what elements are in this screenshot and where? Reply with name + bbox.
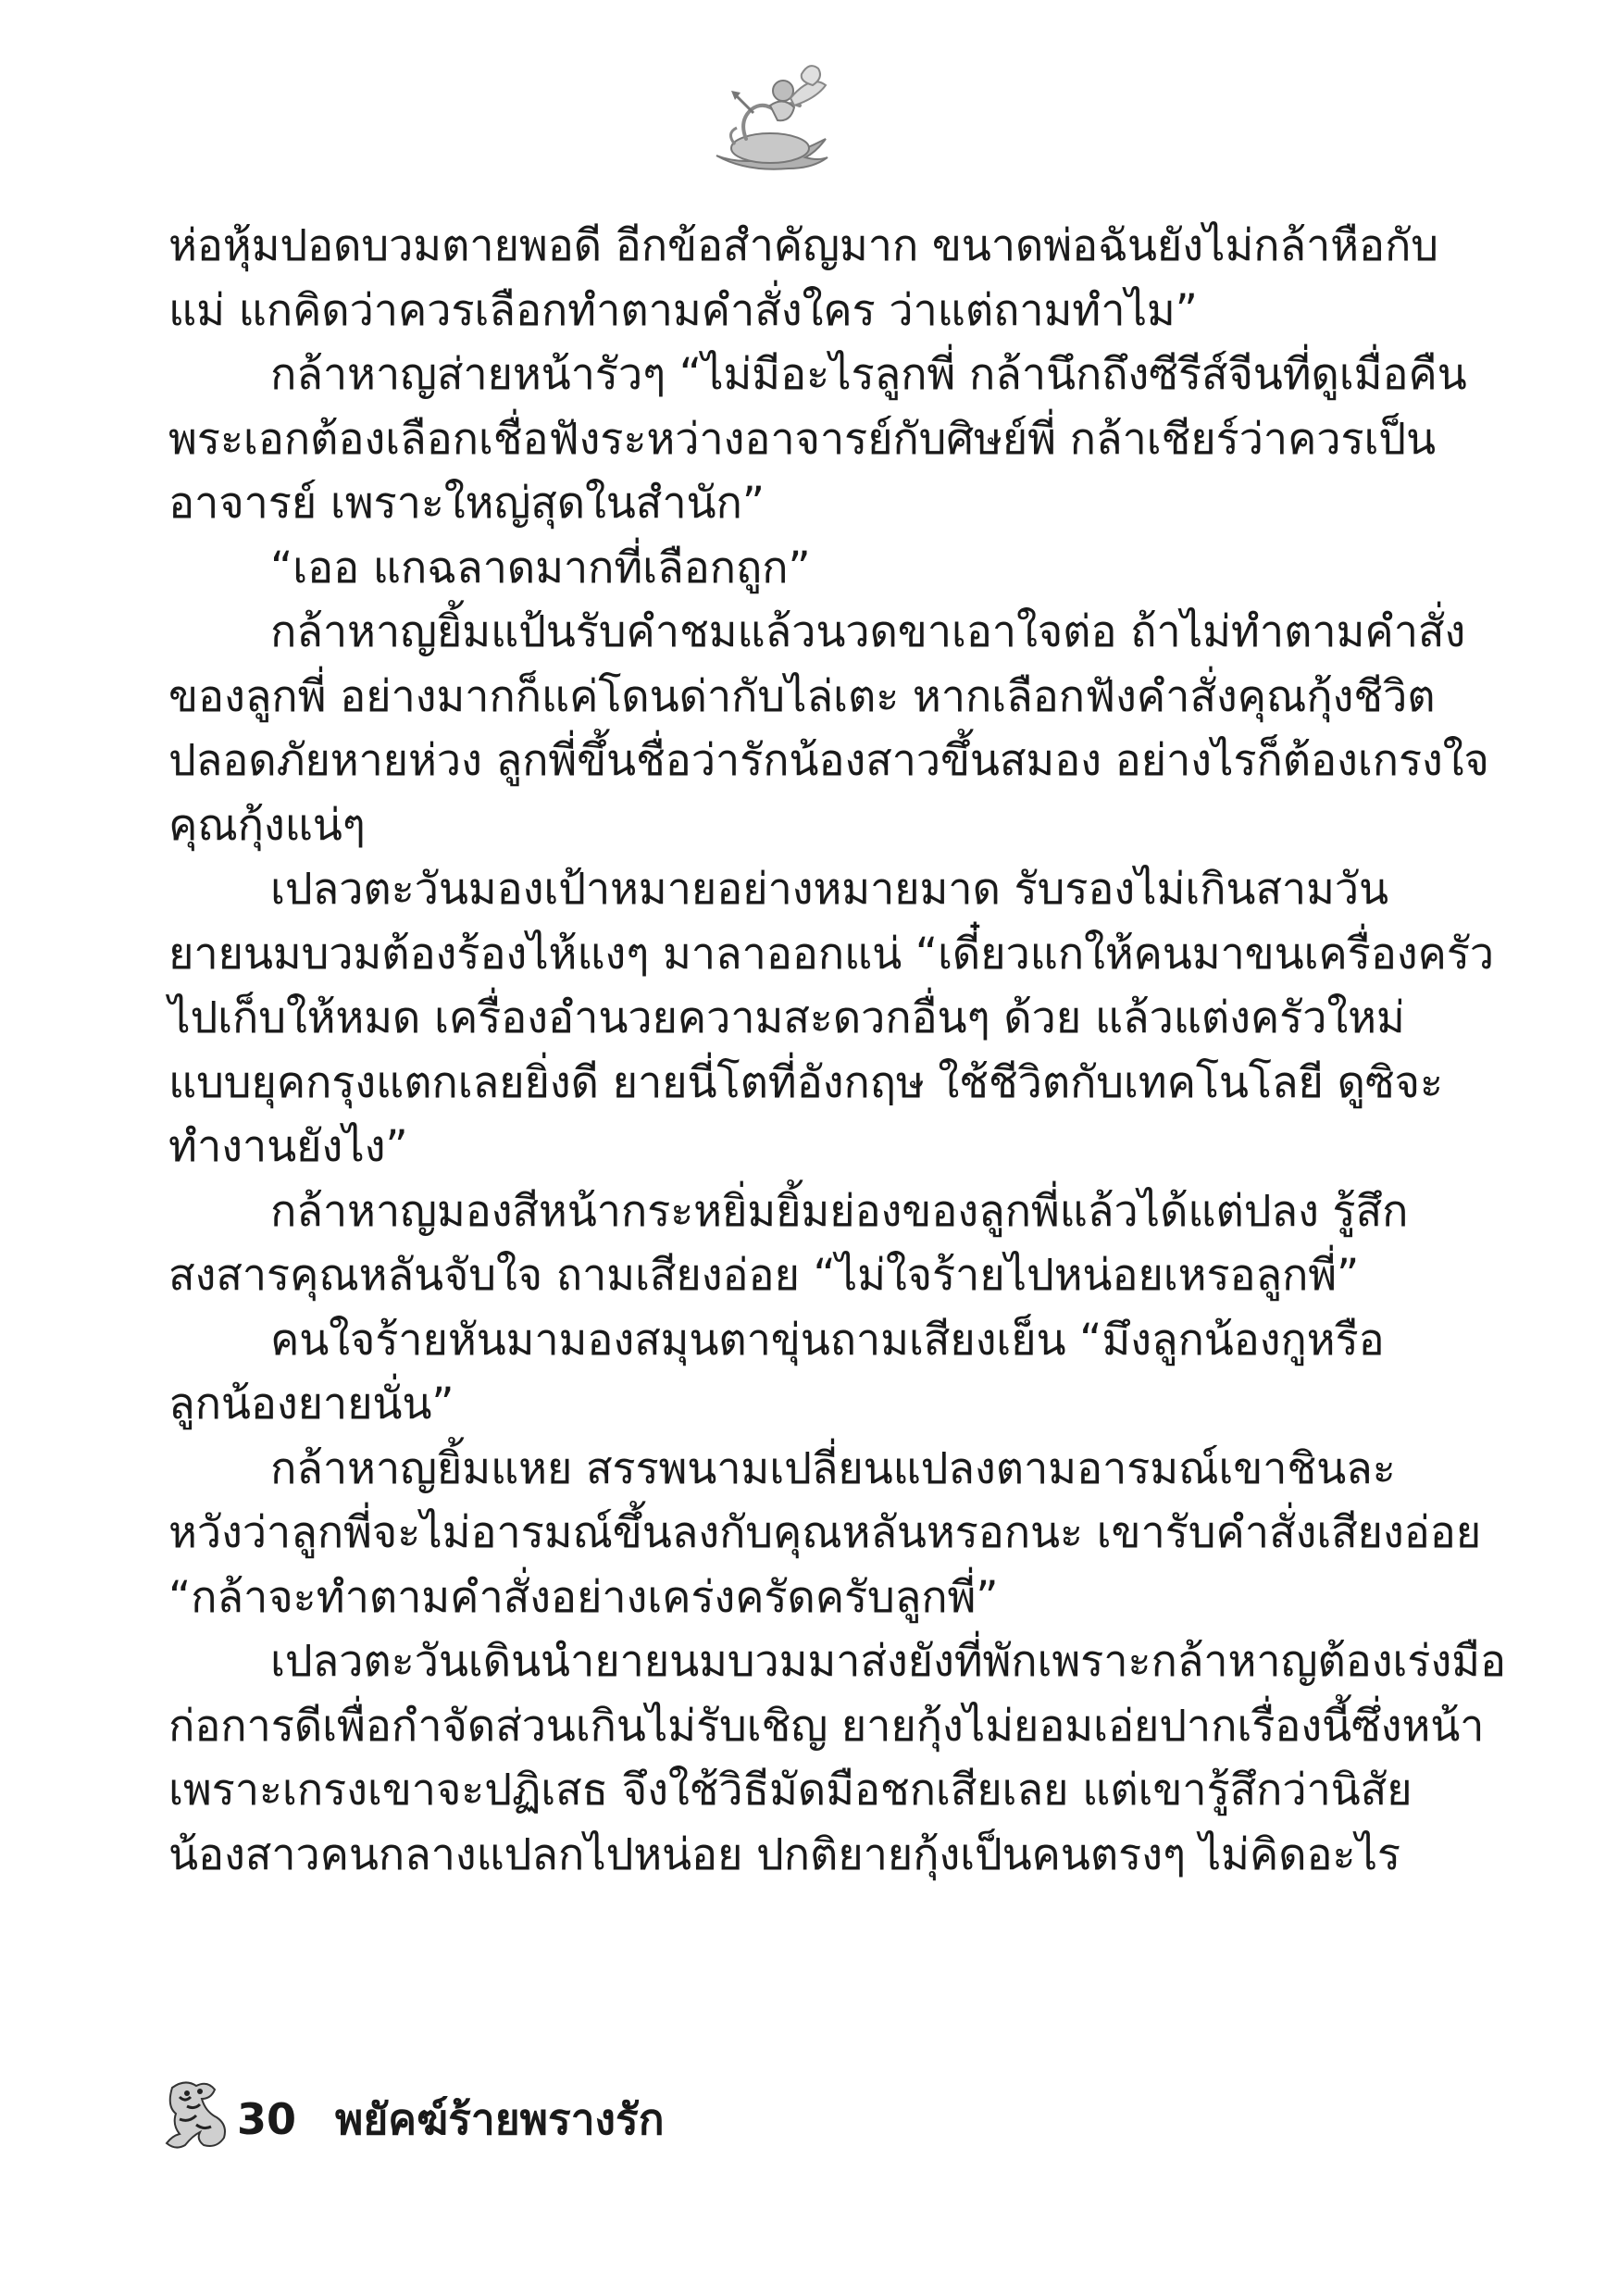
text-line: คุณกุ้งแน่ๆ bbox=[168, 799, 366, 851]
text-line: ของลูกพี่ อย่างมากก็แค่โดนด่ากับไล่เตะ หากเลือกฟังคำสั่งคุณกุ้งชีวิต bbox=[168, 670, 1436, 722]
text-line: สงสารคุณหลันจับใจ ถามเสียงอ่อย “ไม่ใจร้ายไปหน่อยเหรอลูกพี่” bbox=[168, 1250, 1360, 1301]
text-line: ปลอดภัยหายห่วง ลูกพี่ขึ้นชื่อว่ารักน้องสาวขึ้นสมอง อย่างไรก็ต้องเกรงใจ bbox=[168, 735, 1489, 786]
text-line: ก่อการดีเพื่อกำจัดส่วนเกินไม่รับเชิญ ยายกุ้งไม่ยอมเอ่ยปากเรื่องนี้ซึ่งหน้า bbox=[168, 1700, 1485, 1752]
text-line: เพราะเกรงเขาจะปฏิเสธ จึงใช้วิธีมัดมือชกเสียเลย แต่เขารู้สึกว่านิสัย bbox=[168, 1765, 1413, 1816]
text-line: น้องสาวคนกลางแปลกไปหน่อย ปกติยายกุ้งเป็นคนตรงๆ ไม่คิดอะไร bbox=[168, 1828, 1400, 1880]
text-line: เปลวตะวันมองเป้าหมายอย่างหมายมาด รับรองไม่เกินสามวัน bbox=[270, 864, 1388, 915]
page-footer bbox=[159, 2078, 715, 2162]
text-line: เปลวตะวันเดินนำยายนมบวมมาส่งยังที่พักเพราะกล้าหาญต้องเร่งมือ bbox=[270, 1636, 1506, 1687]
text-line: “เออ แกฉลาดมากที่เลือกถูก” bbox=[270, 542, 811, 593]
text-line: ยายนมบวมต้องร้องไห้แงๆ มาลาออกแน่ “เดี๋ยวแกให้คนมาขนเครื่องครัว bbox=[168, 928, 1494, 980]
text-line: ห่อหุ้มปอดบวมตายพอดี อีกข้อสำคัญมาก ขนาดพ่อฉันยังไม่กล้าหือกับ bbox=[168, 220, 1438, 271]
text-line: คนใจร้ายหันมามองสมุนตาขุ่นถามเสียงเย็น “มึงลูกน้องกูหรือ bbox=[270, 1314, 1385, 1366]
text-line: กล้าหาญมองสีหน้ากระหยิ่มยิ้มย่องของลูกพี่แล้วได้แต่ปลง รู้สึก bbox=[270, 1185, 1409, 1237]
text-line: พระเอกต้องเลือกเชื่อฟังระหว่างอาจารย์กับศิษย์พี่ กล้าเชียร์ว่าควรเป็น bbox=[168, 413, 1436, 465]
text-line: อาจารย์ เพราะใหญ่สุดในสำนัก” bbox=[168, 478, 765, 529]
book-title: พยัคฆ์ร้ายพรางรัก bbox=[335, 2094, 665, 2144]
text-line: แม่ แกคิดว่าควรเลือกทำตามคำสั่งใคร ว่าแต่ถามทำไม” bbox=[168, 284, 1198, 336]
cupid-lamp-ornament-icon bbox=[698, 54, 846, 174]
text-line: ไปเก็บให้หมด เครื่องอำนวยความสะดวกอื่นๆ ด้วย แล้วแต่งครัวใหม่ bbox=[168, 992, 1405, 1043]
text-line: หวังว่าลูกพี่จะไม่อารมณ์ขึ้นลงกับคุณหลันหรอกนะ เขารับคำสั่งเสียงอ่อย bbox=[168, 1507, 1482, 1558]
tiger-ornament-icon bbox=[159, 2078, 231, 2152]
body-text bbox=[168, 218, 1506, 1891]
text-line: กล้าหาญยิ้มแป้นรับคำชมแล้วนวดขาเอาใจต่อ ถ้าไม่ทำตามคำสั่ง bbox=[270, 606, 1466, 657]
text-line: “กล้าจะทำตามคำสั่งอย่างเคร่งครัดครับลูกพี่” bbox=[168, 1571, 999, 1623]
text-line: แบบยุคกรุงแตกเลยยิ่งดี ยายนี่โตที่อังกฤษ ใช้ชีวิตกับเทคโนโลยี ดูซิจะ bbox=[168, 1056, 1443, 1108]
text-line: กล้าหาญยิ้มแหย สรรพนามเปลี่ยนแปลงตามอารมณ์เขาชินละ bbox=[270, 1442, 1396, 1494]
text-line: ลูกน้องยายนั่น” bbox=[168, 1379, 454, 1429]
text-line: ทำงานยังไง” bbox=[168, 1121, 408, 1172]
page-number: 30 bbox=[237, 2094, 297, 2144]
text-line: กล้าหาญส่ายหน้ารัวๆ “ไม่มีอะไรลูกพี่ กล้านึกถึงซีรีส์จีนที่ดูเมื่อคืน bbox=[270, 349, 1467, 400]
